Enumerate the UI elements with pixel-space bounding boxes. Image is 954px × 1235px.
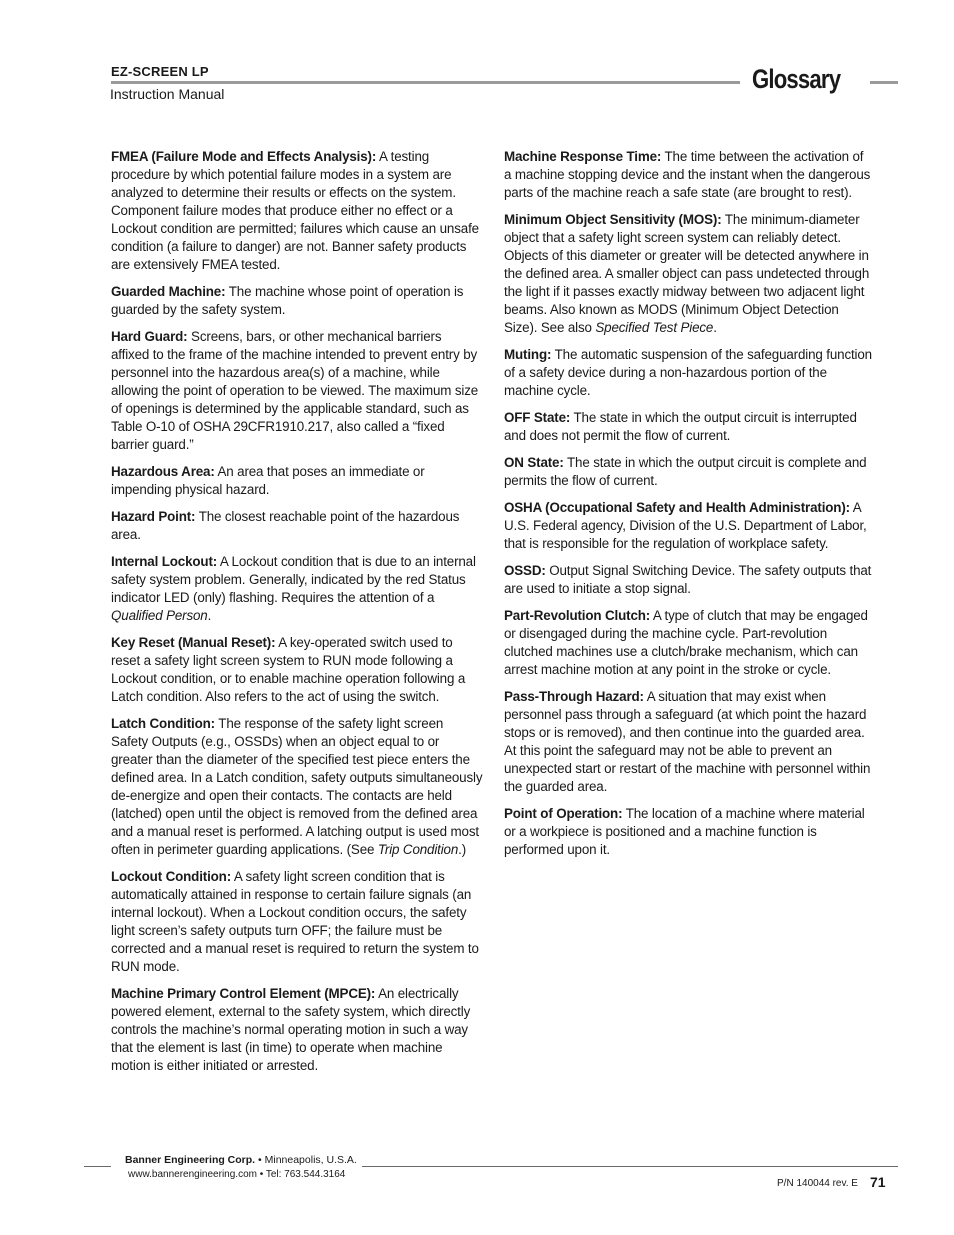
footer-rule-left [84, 1166, 111, 1167]
glossary-definition: A Lockout condition that is due to an internal safety system problem. Generally, indicated by the red Status indicator LED (only) flashing. Requires the attention of a [111, 554, 476, 605]
glossary-term: Latch Condition: [111, 716, 215, 731]
glossary-entry [111, 463, 483, 499]
glossary-definition: The time between the activation of a machine stopping device and the instant when the dangerous parts of the machine reach a safe state (are brought to rest). [504, 149, 871, 200]
glossary-term: Point of Operation: [504, 806, 623, 821]
glossary-term: OSHA (Occupational Safety and Health Administration): [504, 500, 850, 515]
glossary-entry [504, 499, 872, 553]
company-name: Banner Engineering Corp. [125, 1154, 256, 1166]
glossary-term: Internal Lockout: [111, 554, 218, 569]
glossary-term: Pass-Through Hazard: [504, 689, 644, 704]
glossary-entry [504, 346, 872, 400]
part-number: P/N 140044 rev. E [777, 1178, 858, 1189]
glossary-definition: The machine whose point of operation is guarded by the safety system. [111, 284, 464, 317]
glossary-entry [504, 607, 872, 679]
glossary-definition: A testing procedure by which potential failure modes in a system are analyzed to determine their results or effects on the system. Component failure modes that produce either no effect or a Lockout condition are permitted; failures which cause an unsafe condition (a failure to danger) are not. Banner safety products are extensively FMEA tested. [111, 149, 479, 272]
footer-contact: www.bannerengineering.com • Tel: 763.544.3164 [128, 1169, 346, 1180]
glossary-definition: An area that poses an immediate or impending physical hazard. [111, 464, 425, 497]
glossary-entry [111, 634, 483, 706]
glossary-entry [504, 805, 872, 859]
glossary-term: Machine Response Time: [504, 149, 662, 164]
glossary-definition: The state in which the output circuit is interrupted and does not permit the flow of current. [504, 410, 857, 443]
glossary-definition: The automatic suspension of the safeguarding function of a safety device during a non-hazardous portion of the machine cycle. [504, 347, 872, 398]
glossary-entry [111, 553, 483, 625]
glossary-term: Hazard Point: [111, 509, 196, 524]
glossary-reference: Specified Test Piece [595, 320, 714, 335]
glossary-term: OFF State: [504, 410, 571, 425]
glossary-definition: A U.S. Federal agency, Division of the U.S. Department of Labor, that is responsible for the regulation of workplace safety. [504, 500, 867, 551]
glossary-definition: Output Signal Switching Device. The safety outputs that are used to initiate a stop signal. [504, 563, 872, 596]
glossary-term: ON State: [504, 455, 564, 470]
glossary-term: Part-Revolution Clutch: [504, 608, 651, 623]
glossary-definition: The location of a machine where material or a workpiece is positioned and a machine function is performed upon it. [504, 806, 865, 857]
glossary-definition: The closest reachable point of the hazardous area. [111, 509, 460, 542]
glossary-entry [111, 328, 483, 454]
glossary-column-left [111, 148, 483, 1084]
company-location: • Minneapolis, U.S.A. [255, 1154, 357, 1166]
glossary-entry [111, 715, 483, 859]
product-name: EZ-SCREEN LP [111, 64, 209, 79]
glossary-entry [504, 409, 872, 445]
glossary-definition: The minimum-diameter object that a safety light screen system can reliably detect. Objects of this diameter or greater will be detected anywhere in the defined area. A smaller object can pass undetected through the light if it passes exactly midway between two adjacent light beams. Also known as MODS (Minimum Object Detection Size). See also [504, 212, 870, 335]
glossary-term: Machine Primary Control Element (MPCE): [111, 986, 376, 1001]
glossary-entry [111, 985, 483, 1075]
glossary-definition: The state in which the output circuit is complete and permits the flow of current. [504, 455, 867, 488]
footer-rule-right [362, 1166, 898, 1167]
glossary-entry [111, 148, 483, 274]
page-number: 71 [870, 1174, 886, 1190]
glossary-entry [504, 148, 872, 202]
manual-title: Instruction Manual [110, 86, 225, 102]
glossary-definition: A situation that may exist when personnel pass through a safeguard (at which point the hazard stops or is removed), and then continue into the guarded area. At this point the safeguard may not be able to prevent an unexpected start or restart of the machine with personnel within the guarded area. [504, 689, 871, 794]
glossary-entry [504, 211, 872, 337]
glossary-term: FMEA (Failure Mode and Effects Analysis): [111, 149, 377, 164]
glossary-term: Hazardous Area: [111, 464, 215, 479]
glossary-term: Key Reset (Manual Reset): [111, 635, 276, 650]
glossary-definition: An electrically powered element, external to the safety system, which directly controls the machine’s normal operating motion in such a way that the element is last (in time) to operate when machine motion is either initiated or arrested. [111, 986, 471, 1073]
glossary-definition-tail: . [713, 320, 717, 335]
glossary-term: Muting: [504, 347, 552, 362]
glossary-definition-tail: . [207, 608, 212, 623]
glossary-definition: A key-operated switch used to reset a safety light screen system to RUN mode following a Lockout condition, or to enable machine operation following a Latch condition. Also refers to the act of using the switch. [111, 635, 466, 704]
glossary-term: Minimum Object Sensitivity (MOS): [504, 212, 722, 227]
glossary-entry [111, 868, 483, 976]
section-title: Glossary [752, 64, 841, 94]
glossary-entry [111, 283, 483, 319]
glossary-definition-tail: .) [458, 842, 467, 857]
glossary-term: Guarded Machine: [111, 284, 226, 299]
footer-company [125, 1154, 357, 1166]
glossary-definition: The response of the safety light screen Safety Outputs (e.g., OSSDs) when an object equal to or greater than the diameter of the specified test piece enters the defined area. In a Latch condition, safety outputs simultaneously de-energize and open their contacts. The contacts are held (latched) open until the object is removed from the defined area and a manual reset is performed. A latching output is used most often in perimeter guarding applications. (See [111, 716, 483, 857]
glossary-entry [504, 688, 872, 796]
header-rule-right [870, 81, 898, 84]
glossary-term: Lockout Condition: [111, 869, 232, 884]
glossary-reference: Trip Condition [377, 842, 459, 857]
glossary-entry [504, 562, 872, 598]
glossary-definition: Screens, bars, or other mechanical barriers affixed to the frame of the machine intended to prevent entry by personnel into the hazardous area(s) of a machine, while allowing the point of operation to be viewed. The maximum size of openings is determined by the applicable standard, such as Table O-10 of OSHA 29CFR1910.217, also called a “fixed barrier guard.” [111, 329, 479, 452]
glossary-reference: Qualified Person [111, 608, 208, 623]
glossary-entry [504, 454, 872, 490]
glossary-term: OSSD: [504, 563, 546, 578]
glossary-entry [111, 508, 483, 544]
glossary-column-right [504, 148, 872, 868]
header-rule [111, 81, 740, 84]
glossary-definition: A type of clutch that may be engaged or disengaged during the machine cycle. Part-revolution clutched machines use a clutch/brake mechanism, which can arrest machine motion at any point in the stroke or cycle. [504, 608, 868, 677]
glossary-definition: A safety light screen condition that is automatically attained in response to certain failure signals (an internal lockout). When a Lockout condition occurs, the safety light screen’s safety outputs turn OFF; the failure must be corrected and a manual reset is required to return the system to RUN mode. [111, 869, 479, 974]
glossary-term: Hard Guard: [111, 329, 188, 344]
